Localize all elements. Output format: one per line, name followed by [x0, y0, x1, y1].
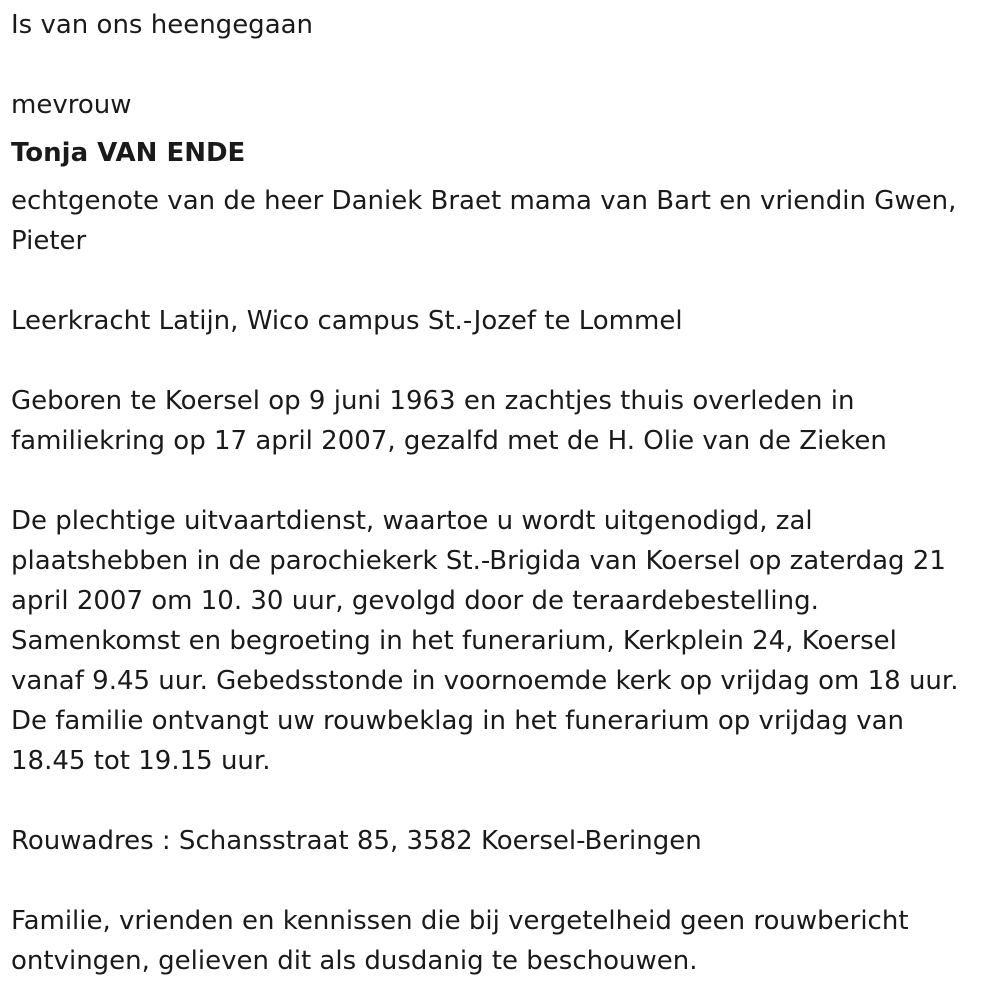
birth-death-text: Geboren te Koersel op 9 juni 1963 en zachtjes thuis overleden in familiekring op 17 april 2007, gezalfd met de H. Olie van de Zieken — [11, 386, 887, 456]
mourning-address: Rouwadres : Schansstraat 85, 3582 Koersel-Beringen — [11, 826, 702, 856]
deceased-name: Tonja VAN ENDE — [11, 138, 246, 168]
closing-text: Familie, vrienden en kennissen die bij vergetelheid geen rouwbericht ontvingen, gelieven dit als dusdanig te beschouwen. — [11, 906, 909, 976]
death-notice — [11, 5, 986, 981]
funeral-details: De plechtige uitvaartdienst, waartoe u wordt uitgenodigd, zal plaatshebben in de parochiekerk St.-Brigida van Koersel op zaterdag 21 april 2007 om 10. 30 uur, gevolgd door de teraardebestelling. Samenkomst en begroeting in het funerarium, Kerkplein 24, Koersel vanaf 9.45 uur. Gebedsstonde in voornoemde kerk op vrijdag om 18 uur. De familie ontvangt uw rouwbeklag in het funerarium op vrijdag van 18.45 tot 19.15 uur. — [11, 506, 959, 776]
intro-text: Is van ons heengegaan — [11, 10, 314, 40]
relations-text: echtgenote van de heer Daniek Braet mama van Bart en vriendin Gwen, Pieter — [11, 186, 957, 256]
occupation-text: Leerkracht Latijn, Wico campus St.-Jozef te Lommel — [11, 306, 683, 336]
salutation: mevrouw — [11, 90, 132, 120]
